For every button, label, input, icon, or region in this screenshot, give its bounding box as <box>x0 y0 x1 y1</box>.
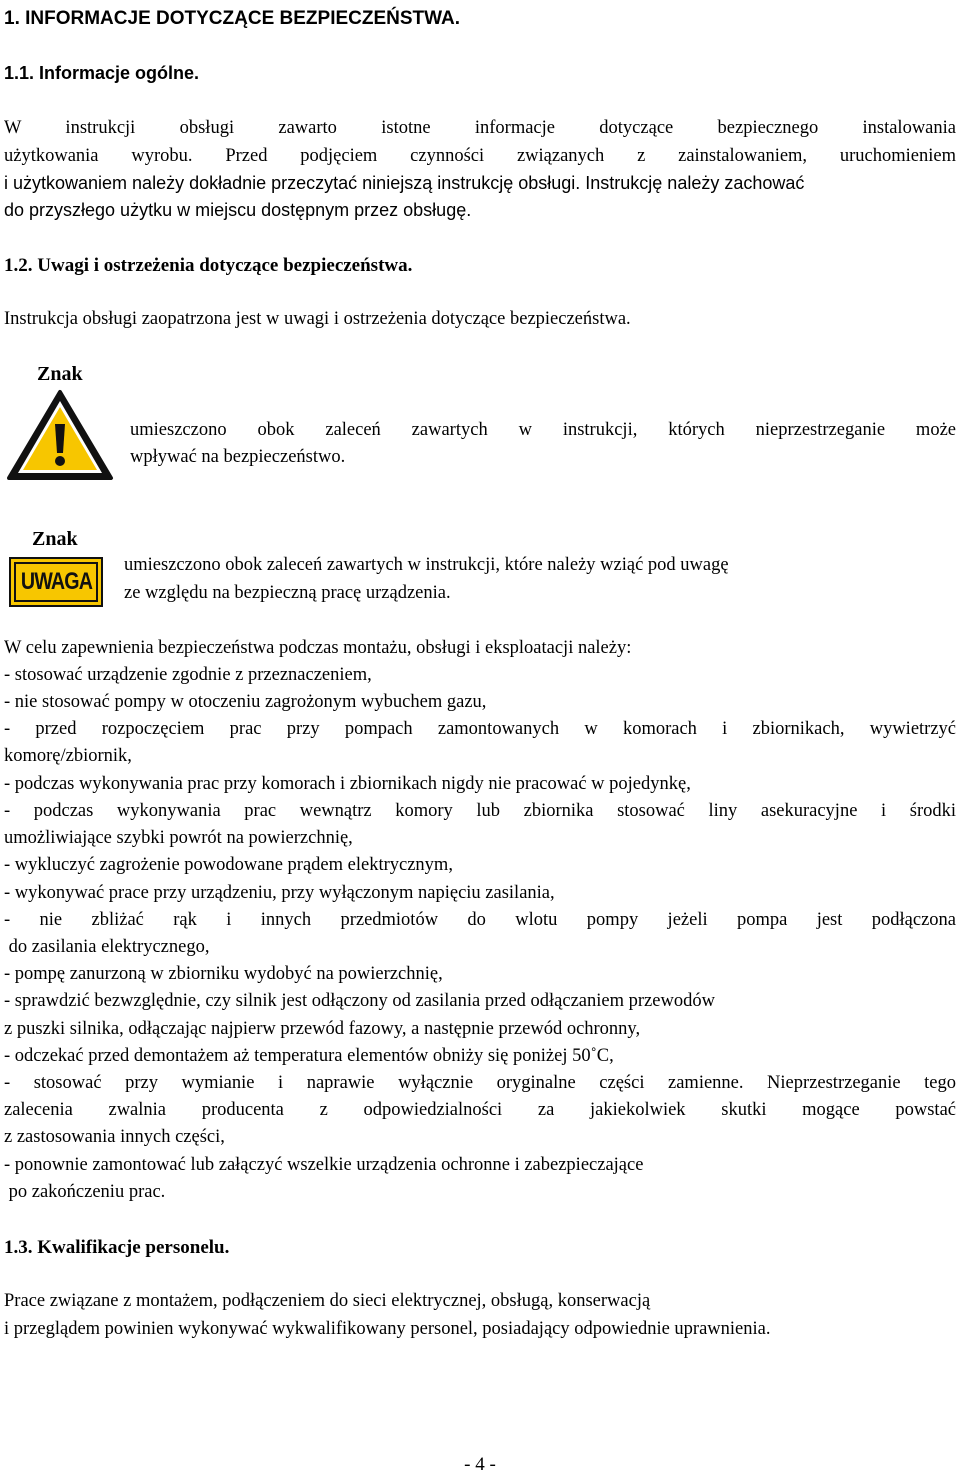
uwaga-badge-icon <box>9 557 103 607</box>
list-item: zalecenia zwalnia producenta z odpowiedzialności za jakiekolwiek skutki mogące powstać <box>4 1100 956 1120</box>
sign1-description-line1: umieszczono obok zaleceń zawartych w instrukcji, których nieprzestrzeganie może <box>130 420 956 440</box>
section-1-2-title: 1.2. Uwagi i ostrzeżenia dotyczące bezpieczeństwa. <box>4 255 413 276</box>
page-number: - 4 - <box>464 1454 496 1475</box>
sign2-label: Znak <box>32 528 78 550</box>
list-item: z zastosowania innych części, <box>4 1127 225 1147</box>
sign2-description-line1: umieszczono obok zaleceń zawartych w instrukcji, które należy wziąć pod uwagę <box>124 555 729 575</box>
paragraph-line: użytkowania wyrobu. Przed podjęciem czynności związanych z zainstalowaniem, uruchomieniem <box>4 146 956 166</box>
list-item: do zasilania elektrycznego, <box>4 937 210 957</box>
sign1-label: Znak <box>37 363 83 385</box>
list-item: z puszki silnika, odłączając najpierw przewód fazowy, a następnie przewód ochronny, <box>4 1019 641 1039</box>
list-item: komorę/zbiornik, <box>4 746 132 766</box>
list-item: - podczas wykonywania prac wewnątrz komory lub zbiornika stosować liny asekuracyjne i środki <box>4 801 956 821</box>
section-1-2-intro: Instrukcja obsługi zaopatrzona jest w uwagi i ostrzeżenia dotyczące bezpieczeństwa. <box>4 309 631 329</box>
list-item: - stosować przy wymianie i naprawie wyłącznie oryginalne części zamienne. Nieprzestrzeganie tego <box>4 1073 956 1093</box>
paragraph-line: i użytkowaniem należy dokładnie przeczytać niniejszą instrukcję obsługi. Instrukcję należy zachować <box>4 173 805 193</box>
list-item: - ponownie zamontować lub załączyć wszelkie urządzenia ochronne i zabezpieczające <box>4 1155 644 1175</box>
paragraph-line: Prace związane z montażem, podłączeniem do sieci elektrycznej, obsługą, konserwacją <box>4 1291 651 1311</box>
list-item: umożliwiające szybki powrót na powierzchnię, <box>4 828 353 848</box>
sign1-description-line2: wpływać na bezpieczeństwo. <box>130 447 346 467</box>
safety-intro: W celu zapewnienia bezpieczeństwa podczas montażu, obsługi i eksploatacji należy: <box>4 638 632 658</box>
list-item: po zakończeniu prac. <box>4 1182 166 1202</box>
warning-triangle-icon <box>6 389 114 482</box>
sign2-description-line2: ze względu na bezpieczną pracę urządzenia. <box>124 583 451 603</box>
list-item: - stosować urządzenie zgodnie z przeznaczeniem, <box>4 665 372 685</box>
list-item: - odczekać przed demontażem aż temperatura elementów obniży się poniżej 50˚C, <box>4 1046 614 1066</box>
uwaga-badge-text: UWAGA <box>20 568 92 595</box>
list-item: - podczas wykonywania prac przy komorach i zbiornikach nigdy nie pracować w pojedynkę, <box>4 774 691 794</box>
list-item: - pompę zanurzoną w zbiorniku wydobyć na powierzchnię, <box>4 964 443 984</box>
list-item: - wykonywać prace przy urządzeniu, przy wyłączonym napięciu zasilania, <box>4 883 555 903</box>
paragraph-line: do przyszłego użytku w miejscu dostępnym przez obsługę. <box>4 200 472 220</box>
paragraph-line: W instrukcji obsługi zawarto istotne informacje dotyczące bezpiecznego instalowania <box>4 118 956 138</box>
paragraph-line: i przeglądem powinien wykonywać wykwalifikowany personel, posiadający odpowiednie uprawnienia. <box>4 1319 771 1339</box>
list-item: - nie stosować pompy w otoczeniu zagrożonym wybuchem gazu, <box>4 692 487 712</box>
document-heading: 1. INFORMACJE DOTYCZĄCE BEZPIECZEŃSTWA. <box>4 8 461 29</box>
section-1-3-title: 1.3. Kwalifikacje personelu. <box>4 1237 230 1258</box>
list-item: - wykluczyć zagrożenie powodowane prądem elektrycznym, <box>4 855 453 875</box>
list-item: - nie zbliżać rąk i innych przedmiotów do wlotu pompy jeżeli pompa jest podłączona <box>4 910 956 930</box>
list-item: - sprawdzić bezwzględnie, czy silnik jest odłączony od zasilania przed odłączaniem przewodów <box>4 991 715 1011</box>
list-item: - przed rozpoczęciem prac przy pompach zamontowanych w komorach i zbiornikach, wywietrzyć <box>4 719 956 739</box>
section-1-1-title: 1.1. Informacje ogólne. <box>4 63 200 83</box>
